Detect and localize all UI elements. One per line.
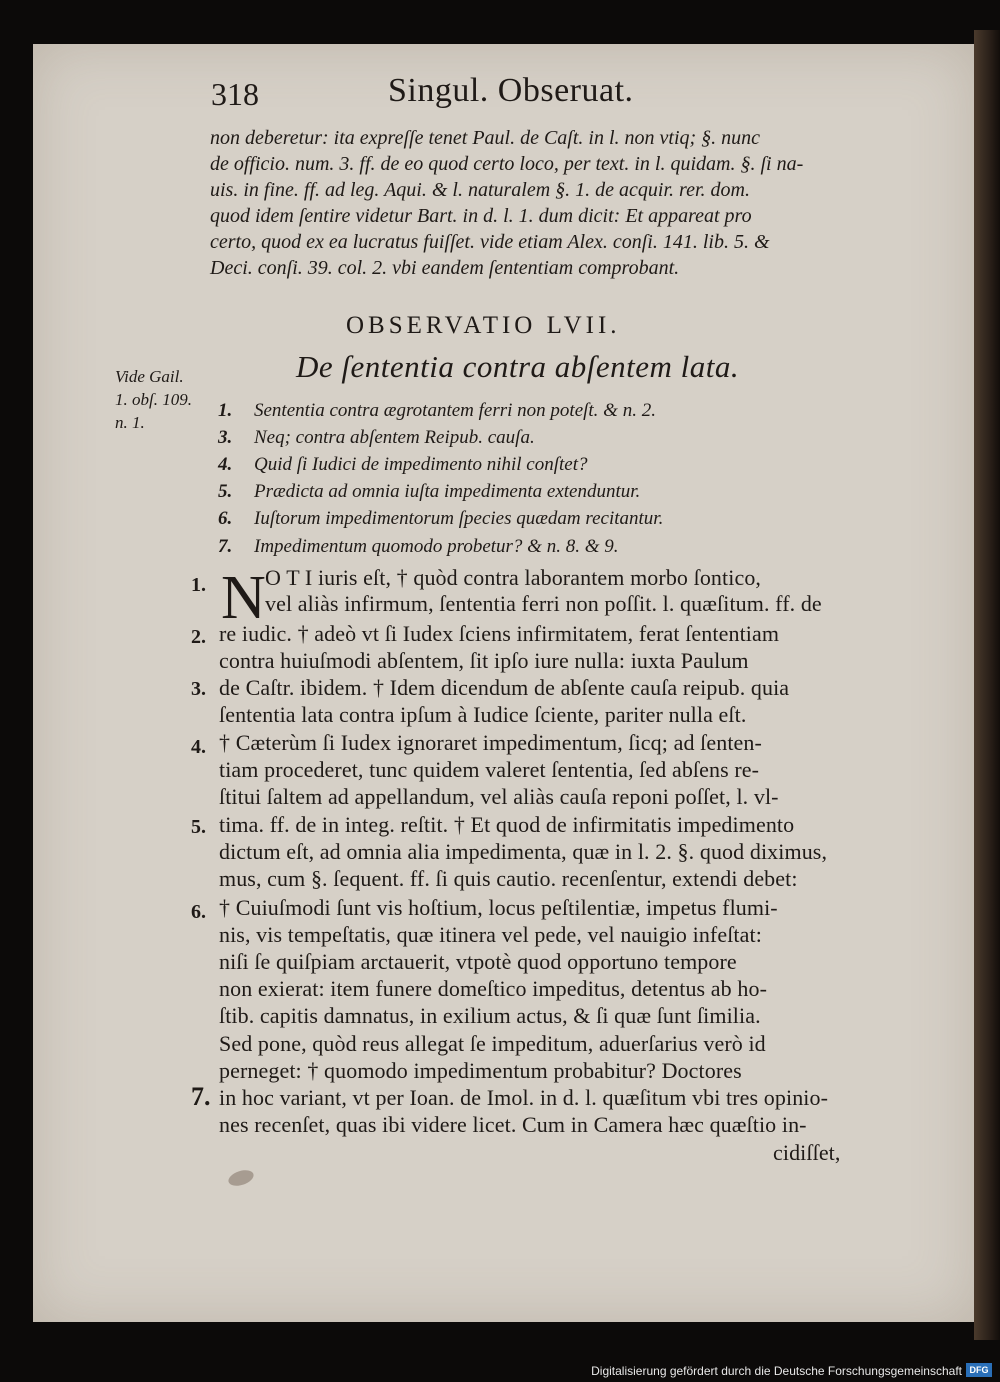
ink-smudge [226,1167,255,1188]
body-line: in hoc variant, vt per Ioan. de Imol. in d. l. quæſitum vbi tres opinio- [219,1085,829,1110]
margin-note-line: Vide Gail. [115,367,184,386]
continuation-line: de officio. num. 3. ff. de eo quod certo loco, per text. in l. quidam. §. ſi na- [210,153,804,175]
summary-item [218,427,535,449]
observatio-heading: OBSERVATIO LVII. [346,312,621,339]
body-line: tiam procederet, tunc quidem valeret ſententia, ſed abſens re- [219,757,760,782]
continuation-line: non deberetur: ita expreſſe tenet Paul. de Caſt. in l. non vtiq; §. nunc [210,127,761,149]
margin-note-line: 1. obſ. 109. [115,390,192,409]
body-line: contra huiuſmodi abſentem, ſit ipſo iure nulla: iuxta Paulum [219,648,749,673]
running-title: Singul. Obseruat. [388,72,634,109]
continuation-line: Deci. conſi. 39. col. 2. vbi eandem ſententiam comprobant. [210,257,680,279]
summary-number: 4. [218,454,233,475]
summary-text: Neq; contra abſentem Reipub. cauſa. [254,427,535,448]
body-line: ſtitui ſaltem ad appellandum, vel aliàs cauſa reponi poſſet, l. vl- [219,784,779,809]
body-line: nis, vis tempeſtatis, quæ itinera vel pede, vel nauigio infeſtat: [219,922,762,947]
digitization-credit: Digitalisierung gefördert durch die Deutsche Forschungsgemeinschaft [591,1364,962,1378]
body-line: Sed pone, quòd reus allegat ſe impeditum, aduerſarius verò id [219,1031,766,1056]
summary-text: Iuſtorum impedimentorum ſpecies quædam recitantur. [254,508,664,529]
summary-number: 5. [218,481,233,502]
body-line: mus, cum §. ſequent. ff. ſi quis cautio. recenſentur, extendi debet: [219,866,798,891]
margin-number: 2. [191,626,206,648]
page-number: 318 [211,76,259,112]
body-line: re iudic. † adeò vt ſi Iudex ſciens infirmitatem, ferat ſententiam [219,621,780,646]
margin-number: 3. [191,678,206,700]
summary-text: Sententia contra ægrotantem ferri non poteſt. & n. 2. [254,400,656,421]
continuation-line: uis. in fine. ff. ad leg. Aqui. & l. naturalem §. 1. de acquir. rer. dom. [210,179,750,201]
summary-number: 6. [218,508,233,529]
margin-number: 1. [191,574,206,596]
summary-item [218,481,640,503]
body-line: O T I iuris eſt, † quòd contra laborantem morbo ſontico, [265,565,762,590]
summary-item [218,508,663,530]
drop-cap: N [221,564,266,632]
summary-item [218,454,588,476]
dfg-logo: DFG [966,1363,992,1377]
body-line: de Caſtr. ibidem. † Idem dicendum de abſente cauſa reipub. quia [219,675,790,700]
summary-number: 1. [218,400,233,421]
margin-number: 6. [191,901,206,923]
book-page [33,44,974,1322]
margin-number: 4. [191,736,206,758]
summary-number: 7. [218,536,233,557]
body-line: niſi ſe quiſpiam arctauerit, vtpotè quod opportuno tempore [219,949,737,974]
body-line: nes recenſet, quas ibi videre licet. Cum in Camera hæc quæſtio in- [219,1112,807,1137]
body-line: dictum eſt, ad omnia alia impedimenta, quæ in l. 2. §. quod diximus, [219,839,828,864]
body-line: † Cæterùm ſi Iudex ignoraret impedimentum, ſicq; ad ſenten- [219,730,762,755]
body-line: perneget: † quomodo impedimentum probabitur? Doctores [219,1058,742,1083]
body-line: ſtib. capitis damnatus, in exilium actus, & ſi quæ ſunt ſimilia. [219,1003,761,1028]
book-spine-edge [974,30,1000,1340]
summary-item [218,536,619,558]
margin-note-line: n. 1. [115,413,145,432]
body-line: ſententia lata contra ipſum à Iudice ſciente, pariter nulla eſt. [219,702,747,727]
continuation-line: certo, quod ex ea lucratus fuiſſet. vide etiam Alex. conſi. 141. lib. 5. & [210,231,770,253]
continuation-line: quod idem ſentire videtur Bart. in d. l. 1. dum dicit: Et appareat pro [210,205,752,227]
body-line: vel aliàs infirmum, ſententia ferri non poſſit. l. quæſitum. ff. de [265,591,822,616]
summary-text: Quid ſi Iudici de impedimento nihil conſtet? [254,454,588,475]
summary-text: Impedimentum quomodo probetur? & n. 8. & 9. [254,536,619,557]
margin-number: 7. [191,1082,211,1111]
summary-item [218,400,656,422]
body-line: cidiſſet, [773,1140,841,1165]
observatio-subtitle: De ſententia contra abſentem lata. [296,349,740,384]
summary-number: 3. [218,427,233,448]
body-line: † Cuiuſmodi ſunt vis hoſtium, locus peſtilentiæ, impetus flumi- [219,895,778,920]
body-line: non exierat: item funere domeſtico impeditus, detentus ab ho- [219,976,767,1001]
summary-text: Prædicta ad omnia iuſta impedimenta extenduntur. [254,481,641,502]
margin-number: 5. [191,816,206,838]
body-line: tima. ff. de in integ. reſtit. † Et quod de infirmitatis impedimento [219,812,795,837]
